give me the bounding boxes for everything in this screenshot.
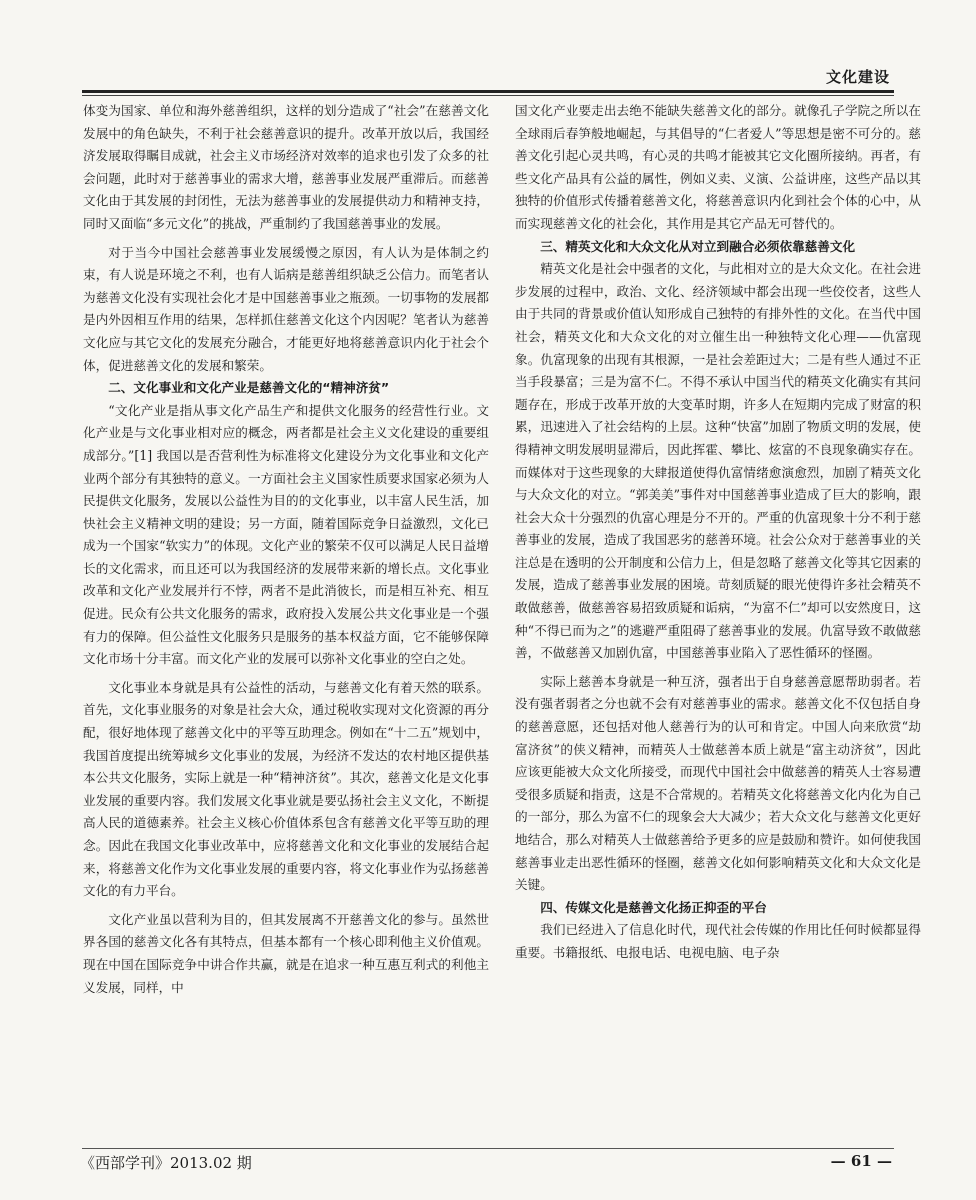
paragraph: 精英文化是社会中强者的文化，与此相对立的是大众文化。在社会进步发展的过程中，政治、文化、经济领域中都会出现一些佼佼者，这些人由于共同的背景或价值认知形成自己独特的有排外性的文化。在当代中国社会，精英文化和大众文化的对立催生出一种独特文化心理——仇富现象。仇富现象的出现有其根源，一是社会差距过大；二是有些人通过不正当手段暴富；三是为富不仁。不得不承认中国当代的精英文化确实有其问题存在，形成于改革开放的大变革时期，许多人在短期内完成了财富的积累，迅速进入了社会结构的上层。这种“快富”加剧了物质文明的发展，使得精神文明发展明显滞后，因此挥霍、攀比、炫富的不良现象确实存在。而媒体对于这些现象的大肆报道使得仇富情绪愈演愈烈，加剧了精英文化与大众文化的对立。“郭美美”事件对中国慈善事业造成了巨大的影响，跟社会大众十分强烈的仇富心理是分不开的。严重的仇富现象十分不利于慈善事业的发展，造成了我国恶劣的慈善环境。社会公众对于慈善事业的关注总是在透明的公开制度和公信力上，但是忽略了慈善文化等其它因素的发展，造成了慈善事业发展的困境。苛刻质疑的眼光使得许多社会精英不敢做慈善，做慈善容易招致质疑和诟病，“为富不仁”却可以安然度日，这种“不得已而为之”的逃避严重阻碍了慈善事业的发展。仇富导致不敢做慈善，不做慈善又加剧仇富，中国慈善事业陷入了恶性循环的怪圈。 bbox=[515, 261, 921, 661]
paragraph: 文化事业本身就是具有公益性的活动，与慈善文化有着天然的联系。首先，文化事业服务的对象是社会大众，通过税收实现对文化资源的再分配，很好地体现了慈善文化中的平等互助理念。例如在“十二五”规划中，我国首度提出统筹城乡文化事业的发展，为经济不发达的农村地区提供基本公共文化服务，实际上就是一种“精神济贫”。其次，慈善文化是文化事业发展的重要内容。我们发展文化事业就是要弘扬社会主义文化，不断提高人民的道德素养。社会主义核心价值体系包含有慈善文化平等互助的理念。因此在我国文化事业改革中，应将慈善文化和文化事业的发展结合起来，将慈善文化作为文化事业发展的重要内容，将文化事业作为弘扬慈善文化的有力平台。 bbox=[83, 679, 489, 899]
header-rule bbox=[82, 90, 894, 93]
paragraph: 实际上慈善本身就是一种互济，强者出于自身慈善意愿帮助弱者。若没有强者弱者之分也就不会有对慈善事业的需求。慈善文化不仅包括自身的慈善意愿，还包括对他人慈善行为的认可和肯定。中国人向来欣赏“劫富济贫”的侠义精神，而精英人士做慈善本质上就是“富主动济贫”，因此应该更能被大众文化所接受，而现代中国社会中做慈善的精英人士容易遭受很多质疑和指责，这是不合常规的。若精英文化将慈善文化内化为自己的一部分，那么为富不仁的现象会大大减少；若大众文化与慈善文化更好地结合，那么对精英人士做慈善给予更多的应是鼓励和赞许。如何使我国慈善事业走出恶性循环的怪圈，慈善文化如何影响精英文化和大众文化是关键。 bbox=[515, 673, 921, 893]
section-heading: 三、精英文化和大众文化从对立到融合必须依靠慈善文化 bbox=[540, 238, 856, 254]
page-number: — 61 — bbox=[830, 1152, 892, 1170]
header-rule-thin bbox=[82, 95, 894, 96]
paragraph: 体变为国家、单位和海外慈善组织，这样的划分造成了“社会”在慈善文化发展中的角色缺失，不利于社会慈善意识的提升。改革开放以后，我国经济发展取得瞩目成就，社会主义市场经济对效率的追求也引发了众多的社会问题，此时对于慈善事业的需求大增，慈善事业发展严重滞后。而慈善文化由于其发展的封闭性，无法为慈善事业的发展提供动力和精神支持，同时又面临“多元文化”的挑战，严重制约了我国慈善事业的发展。 bbox=[83, 103, 489, 231]
paragraph: 国文化产业要走出去绝不能缺失慈善文化的部分。就像孔子学院之所以在全球雨后春笋般地崛起，与其倡导的“仁者爱人”等思想是密不可分的。慈善文化引起心灵共鸣，有心灵的共鸣才能被其它文化圈所接纳。再者，有些文化产品具有公益的属性，例如义卖、义演、公益讲座，这些产品以其独特的价值形式传播着慈善文化，将慈善意识内化到社会个体的心中，从而实现慈善文化的社会化，其作用是其它产品无可替代的。 bbox=[515, 103, 921, 231]
paragraph: 文化产业虽以营利为目的，但其发展离不开慈善文化的参与。虽然世界各国的慈善文化各有其特点，但基本都有一个核心即利他主义价值观。现在中国在国际竞争中讲合作共赢，就是在追求一种互惠互利式的利他主义发展，同样，中 bbox=[83, 911, 489, 995]
paragraph: 我们已经进入了信息化时代，现代社会传媒的作用比任何时候都显得重要。书籍报纸、电报电话、电视电脑、电子杂 bbox=[515, 922, 921, 960]
left-column bbox=[83, 100, 489, 1140]
section-heading: 四、传媒文化是慈善文化扬正抑歪的平台 bbox=[540, 899, 767, 915]
section-header: 文化建设 bbox=[825, 68, 890, 86]
paragraph: 对于当今中国社会慈善事业发展缓慢之原因，有人认为是体制之约束，有人说是环境之不利，也有人诟病是慈善组织缺乏公信力。而笔者认为慈善文化没有实现社会化才是中国慈善事业之瓶颈。一切事物的发展都是内外因相互作用的结果，怎样抓住慈善文化这个内因呢？笔者认为慈善文化应与其它文化的发展充分融合，才能更好地将慈善意识内化于社会个体，促进慈善文化的发展和繁荣。 bbox=[83, 244, 489, 373]
section-heading: 二、文化事业和文化产业是慈善文化的“精神济贫” bbox=[108, 380, 390, 396]
right-column bbox=[515, 100, 921, 1140]
paragraph: “文化产业是指从事文化产品生产和提供文化服务的经营性行业。文化产业是与文化事业相对应的概念，两者都是社会主义文化建设的重要组成部分。”[1] 我国以是否营利性为标准将文化建设分为文化事业和文化产业两个部分有其独特的意义。一方面社会主义国家性质要求国家必须为人民提供文化服务，发展以公益性为目的的文化事业，以丰富人民生活，加快社会主义精神文明的建设；另一方面，随着国际竞争日益激烈，文化已成为一个国家“软实力”的体现。文化产业的繁荣不仅可以满足人民日益增长的文化需求，而且还可以为我国经济的发展带来新的增长点。文化事业改革和文化产业发展并行不悖，两者不是此消彼长，而是相互补充、相互促进。民众有公共文化服务的需求，政府投入发展公共文化事业是一个强有力的保障。但公益性文化服务只是服务的基本权益方面，它不能够保障文化市场十分丰富。而文化产业的发展可以弥补文化事业的空白之处。 bbox=[83, 402, 489, 667]
journal-issue: 《西部学刊》2013.02 期 bbox=[80, 1154, 252, 1172]
footer-rule bbox=[82, 1148, 894, 1149]
